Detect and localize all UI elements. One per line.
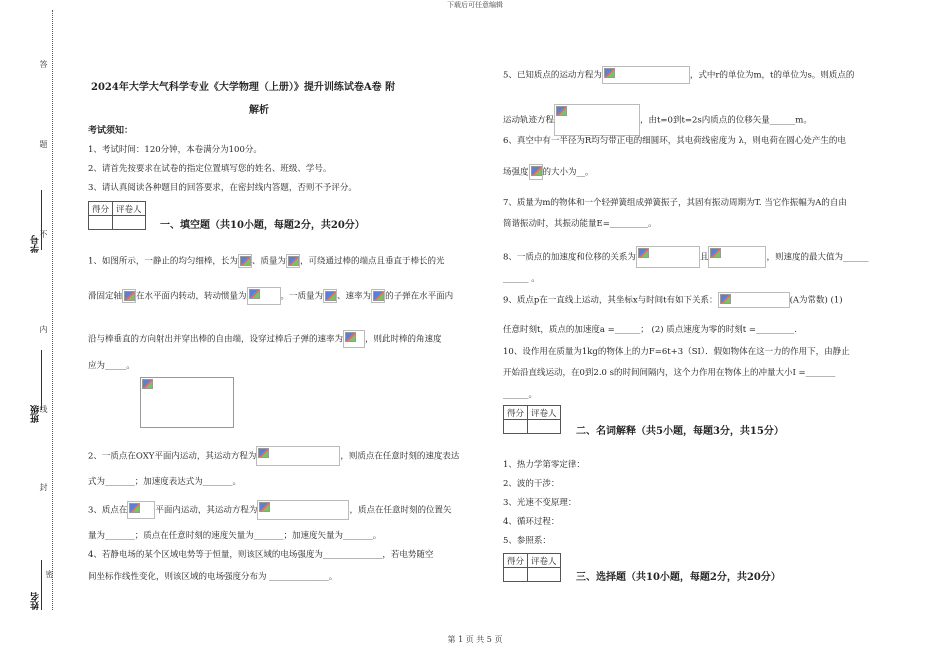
formula-image <box>286 254 300 268</box>
question-5-line2: 运动轨迹方程 ，由t=0到t=2s内质点的位移矢量______m。 <box>503 104 812 136</box>
exam-title-line1: 2024年大学大气科学专业《大学物理（上册）》提升训练试卷A卷 附 <box>91 82 396 93</box>
formula-image <box>371 289 385 303</box>
question-8-line2: ______ 。 <box>503 274 540 284</box>
class-field[interactable] <box>41 350 42 410</box>
question-10-line1: 10、设作用在质量为1kg的物体上的力F=6t+3（SI）．假如物体在这一力的作用下，由静止 <box>503 347 850 357</box>
notice-item: 3、请认真阅读各种题目的回答要求，在密封线内答题，否则不予评分。 <box>88 183 357 193</box>
question-2-line1: 2、一质点在OXY平面内运动，其运动方程为 ，则质点在任意时刻的速度表达 <box>88 446 459 466</box>
score-cell[interactable] <box>89 216 113 230</box>
term-item: 4、循环过程： <box>503 517 560 527</box>
score-cell[interactable] <box>504 420 528 434</box>
seal-word: 不 <box>39 230 48 238</box>
name-field[interactable] <box>41 560 42 610</box>
formula-image <box>343 330 365 348</box>
seal-word: 答 <box>39 60 48 68</box>
student-id-field[interactable] <box>41 190 42 250</box>
grader-cell[interactable] <box>528 568 561 582</box>
section1-heading: 一、填空题（共10小题，每题2分，共20分） <box>160 220 365 231</box>
notice-heading: 考试须知： <box>88 126 134 136</box>
grader-label: 评卷人 <box>528 554 561 568</box>
score-cell[interactable] <box>504 568 528 582</box>
grader-label: 评卷人 <box>113 202 146 216</box>
class-label: 班级 <box>31 405 41 423</box>
seal-word: 题 <box>39 140 48 148</box>
seal-word: 线 <box>39 405 48 413</box>
seal-word: 封 <box>39 483 48 491</box>
question-3-line2: 量为_______；质点在任意时刻的速度矢量为_______；加速度矢量为_______。 <box>88 531 382 541</box>
image-icon <box>141 378 153 390</box>
score-label: 得分 <box>89 202 113 216</box>
question-5-line1: 5、已知质点的运动方程为 ，式中r的单位为m，t的单位为s。则质点的 <box>503 66 854 84</box>
question-9-line1: 9、质点p在一直线上运动，其坐标x与时间t有如下关系： (A为常数) (1) <box>503 292 843 308</box>
term-item: 3、光速不变原理： <box>503 498 577 508</box>
formula-image <box>554 104 640 136</box>
formula-image <box>718 292 790 308</box>
score-label: 得分 <box>504 406 528 420</box>
top-note: 下载后可任意编辑 <box>447 1 503 9</box>
score-table <box>88 201 146 230</box>
question-8-line1: 8、一质点的加速度和位移的关系为 且 ，则速度的最大值为______ <box>503 246 868 268</box>
question-10-line3: ______。 <box>503 390 538 400</box>
question-4-line2: 间坐标作线性变化，则该区域的电场强度分布为 ______________。 <box>88 572 338 582</box>
question-1-line2: 滑固定轴 在水平面内转动，转动惯量为 。一质量为 、速率为 的子弹在水平面内 <box>88 287 453 305</box>
formula-image <box>238 254 252 268</box>
grader-label: 评卷人 <box>528 406 561 420</box>
seal-line <box>52 10 53 610</box>
question-9-line2: 任意时刻t，质点的加速度a =______； (2) 质点速度为零的时刻t =_________. <box>503 325 797 335</box>
section3-heading: 三、选择题（共10小题，每题2分，共20分） <box>576 572 781 583</box>
formula-image <box>256 446 340 466</box>
question-2-line2: 式为_______；加速度表达式为_______。 <box>88 477 242 487</box>
question-6-line2: 场强度 的大小为__。 <box>503 164 594 180</box>
section2-heading: 二、名词解释（共5小题，每题3分，共15分） <box>576 426 784 437</box>
term-item: 2、波的干涉： <box>503 479 560 489</box>
formula-image <box>636 246 700 268</box>
grader-cell[interactable] <box>528 420 561 434</box>
question-6-line1: 6、真空中有一半径为R均匀带正电的细圆环，其电荷线密度为 λ，则电荷在圆心处产生的电 <box>503 136 846 146</box>
question-1-line1: 1、如图所示，一静止的均匀细棒，长为 、质量为 ，可绕通过棒的端点且垂直于棒长的光 <box>88 254 444 268</box>
question-4-line1: 4、若静电场的某个区域电势等于恒量，则该区域的电场强度为______________，若电势随空 <box>88 550 434 560</box>
question-7-line2: 简谐振动时，其振动能量E=_________。 <box>503 219 657 229</box>
score-label: 得分 <box>504 554 528 568</box>
question-7-line1: 7、质量为m的物体和一个轻弹簧组成弹簧振子，其固有振动周期为T. 当它作振幅为A的自由 <box>503 198 847 208</box>
question-1-line4: 应为_____。 <box>88 361 135 371</box>
formula-image <box>602 66 690 84</box>
question-3-line1: 3、质点在 平面内运动，其运动方程为 ，质点在任意时刻的位置矢 <box>88 500 451 520</box>
seal-word: 密 <box>45 570 54 578</box>
score-table <box>503 553 561 582</box>
student-id-label: 学号 <box>31 235 41 253</box>
page-footer: 第 1 页 共 5 页 <box>447 635 503 644</box>
question-10-line2: 开始沿直线运动，在0到2.0 s的时间间隔内，这个力作用在物体上的冲量大小I =_______ <box>503 368 836 378</box>
term-item: 1、热力学第零定律： <box>503 460 585 470</box>
formula-image <box>247 287 281 305</box>
score-table <box>503 405 561 434</box>
exam-title-line2: 解析 <box>249 105 269 116</box>
grader-cell[interactable] <box>113 216 146 230</box>
formula-image <box>323 289 337 303</box>
question-1-line3: 沿与棒垂直的方向射出并穿出棒的自由端，设穿过棒后子弹的速率为 ，则此时棒的角速度 <box>88 330 442 348</box>
formula-image <box>127 501 155 519</box>
notice-item: 2、请首先按要求在试卷的指定位置填写您的姓名、班级、学号。 <box>88 164 332 174</box>
notice-item: 1、考试时间：120分钟，本卷满分为100分。 <box>88 145 262 155</box>
term-item: 5、参照系： <box>503 536 551 546</box>
formula-image <box>257 500 349 520</box>
formula-image <box>708 246 766 268</box>
formula-image <box>122 289 136 303</box>
figure-image <box>140 377 234 428</box>
name-label: 姓名 <box>31 592 41 610</box>
formula-image <box>529 164 543 180</box>
seal-word: 内 <box>39 325 48 333</box>
